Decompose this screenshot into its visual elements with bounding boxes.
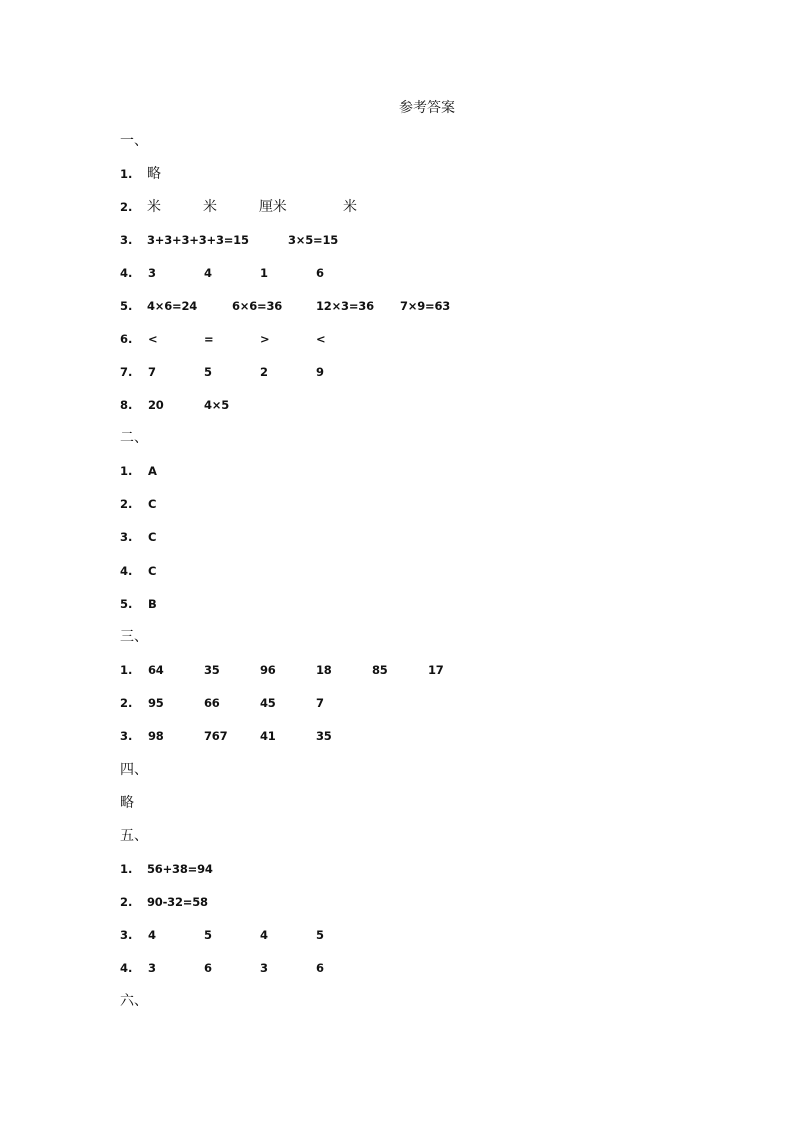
section-heading-6: 六、: [120, 993, 148, 1009]
answer-cell: 2: [260, 365, 268, 379]
answer-cell: 5: [316, 928, 324, 942]
answer-cell: 4: [204, 266, 212, 280]
answer-cell: 米: [147, 199, 161, 215]
answer-cell: <: [316, 332, 326, 346]
answer-cell: 3+3+3+3+3=15: [147, 233, 249, 247]
answer-cell: 95: [148, 696, 164, 710]
row-number: 7.: [120, 365, 133, 379]
answer-cell: A: [148, 464, 157, 478]
row-number: 4.: [120, 564, 133, 578]
row-number: 1.: [120, 862, 133, 876]
section-heading-1: 一、: [120, 133, 148, 149]
section-heading-5: 五、: [120, 828, 148, 844]
answer-cell: 64: [148, 663, 164, 677]
row-number: 2.: [120, 200, 133, 214]
row-number: 3.: [120, 530, 133, 544]
section-heading-4: 四、: [120, 762, 148, 778]
answer-cell: 6: [316, 266, 324, 280]
row-number: 1.: [120, 663, 133, 677]
answer-cell: 3×5=15: [288, 233, 339, 247]
row-number: 5.: [120, 299, 133, 313]
answer-cell: 5: [204, 928, 212, 942]
answer-cell: B: [148, 597, 157, 611]
section-heading-3: 三、: [120, 629, 148, 645]
answer-cell: 米: [343, 199, 357, 215]
answer-cell: 6: [204, 961, 212, 975]
answer-cell: C: [148, 564, 157, 578]
answer-cell: 12×3=36: [316, 299, 374, 313]
answer-cell: 7: [148, 365, 156, 379]
answer-cell: 4×5: [204, 398, 230, 412]
answer-cell: 767: [204, 729, 228, 743]
row-number: 5.: [120, 597, 133, 611]
answer-cell: 3: [148, 266, 156, 280]
answer-cell: >: [260, 332, 270, 346]
answer-cell: C: [148, 530, 157, 544]
answer-cell: 20: [148, 398, 164, 412]
answer-cell: 3: [148, 961, 156, 975]
answer-cell: 18: [316, 663, 332, 677]
answer-cell: 5: [204, 365, 212, 379]
row-number: 1.: [120, 167, 133, 181]
row-number: 4.: [120, 266, 133, 280]
answer-cell: <: [148, 332, 158, 346]
answer-cell: 6: [316, 961, 324, 975]
section-heading-2: 二、: [120, 430, 148, 446]
row-number: 6.: [120, 332, 133, 346]
answer-cell: 略: [147, 166, 161, 182]
answer-cell: C: [148, 497, 157, 511]
answer-cell: 66: [204, 696, 220, 710]
answer-cell: 9: [316, 365, 324, 379]
answer-cell: 3: [260, 961, 268, 975]
answer-cell: 4×6=24: [147, 299, 198, 313]
answer-cell: 厘米: [259, 199, 287, 215]
row-number: 2.: [120, 696, 133, 710]
answer-cell: 7×9=63: [400, 299, 451, 313]
answer-cell: 6×6=36: [232, 299, 283, 313]
answer-cell: 41: [260, 729, 276, 743]
row-number: 3.: [120, 729, 133, 743]
answer-cell: 米: [203, 199, 217, 215]
answer-cell: 85: [372, 663, 388, 677]
answer-cell: 17: [428, 663, 444, 677]
answer-cell: 7: [316, 696, 324, 710]
answer-cell: 56+38=94: [147, 862, 213, 876]
row-number: 2.: [120, 497, 133, 511]
answer-cell: 4: [260, 928, 268, 942]
answer-cell: 1: [260, 266, 268, 280]
answer-cell: 35: [204, 663, 220, 677]
row-number: 2.: [120, 895, 133, 909]
answer-cell: 98: [148, 729, 164, 743]
row-number: 1.: [120, 464, 133, 478]
section-4-answer: 略: [120, 795, 134, 811]
answer-cell: 96: [260, 663, 276, 677]
page-title: 参考答案: [399, 100, 455, 116]
answer-cell: 45: [260, 696, 276, 710]
answer-cell: 4: [148, 928, 156, 942]
row-number: 4.: [120, 961, 133, 975]
answer-cell: 35: [316, 729, 332, 743]
row-number: 8.: [120, 398, 133, 412]
answer-cell: =: [204, 332, 214, 346]
answer-cell: 90-32=58: [147, 895, 208, 909]
row-number: 3.: [120, 233, 133, 247]
row-number: 3.: [120, 928, 133, 942]
